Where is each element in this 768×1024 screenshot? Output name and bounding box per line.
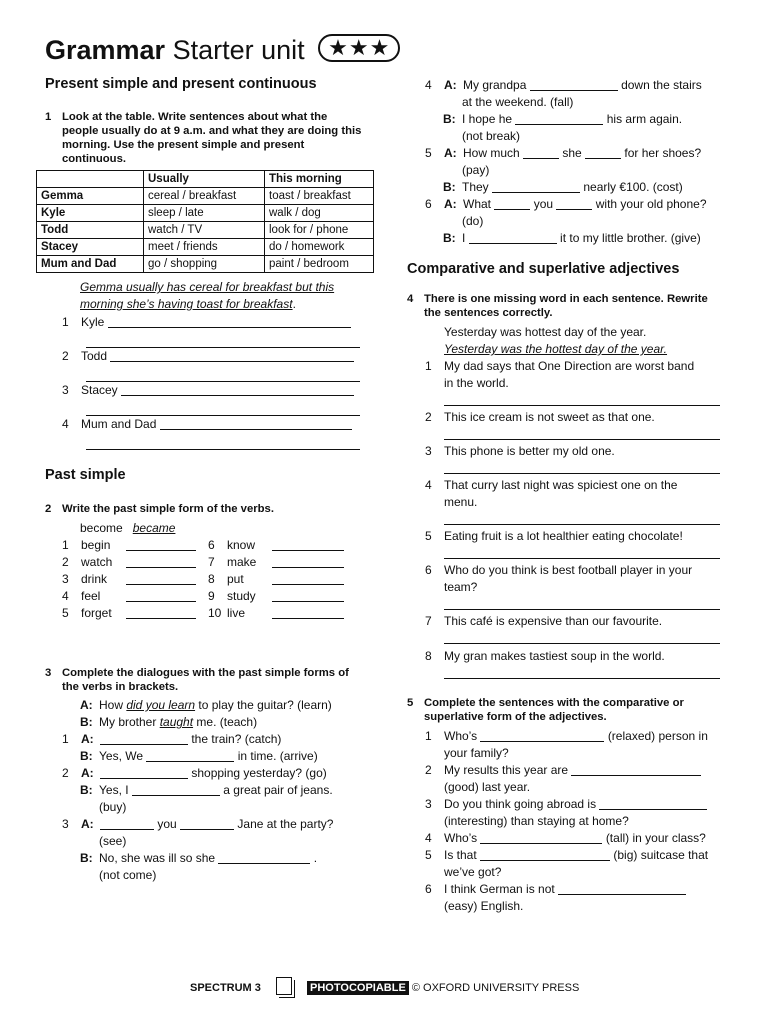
answer-blank[interactable] <box>86 437 360 450</box>
verb-item: 2 watch <box>62 554 196 571</box>
ex3-example-a: A: How did you learn to play the guitar? (learn) <box>80 698 332 712</box>
dialogue-3-b: B: No, she was ill so she . <box>80 851 318 865</box>
answer-blank[interactable] <box>86 403 360 416</box>
answer-blank[interactable] <box>571 763 701 776</box>
answer-blank[interactable] <box>86 369 360 382</box>
answer-blank[interactable] <box>180 817 234 830</box>
footer-press: © OXFORD UNIVERSITY PRESS <box>411 982 580 994</box>
ex1-item: 4 Mum and Dad <box>62 416 352 433</box>
answer-blank[interactable] <box>110 349 354 362</box>
verb-item: 4 feel <box>62 588 196 605</box>
table-row: Stacey meet / friends do / homework <box>37 239 374 256</box>
table-row: Kyle sleep / late walk / dog <box>37 205 374 222</box>
section-heading-past-simple: Past simple <box>45 467 126 483</box>
answer-blank[interactable] <box>523 146 559 159</box>
answer-blank[interactable] <box>585 146 621 159</box>
section-heading-present: Present simple and present continuous <box>45 76 317 92</box>
answer-blank[interactable] <box>126 589 196 602</box>
verb-item: 3 drink <box>62 571 196 588</box>
ex1-item: 2 Todd <box>62 348 354 365</box>
answer-blank[interactable] <box>126 606 196 619</box>
answer-blank[interactable] <box>218 851 310 864</box>
exercise-5-instruction: 5 Complete the sentences with the comparative or superlative form of the adjectives. <box>407 697 684 723</box>
answer-blank[interactable] <box>558 882 686 895</box>
ex5-item: 2 My results this year are <box>425 762 701 779</box>
ex4-example: Yesterday was hottest day of the year. <box>444 325 647 339</box>
activity-table <box>36 170 374 273</box>
ex1-example-line1: Gemma usually has cereal for breakfast but this <box>80 280 335 294</box>
page-title <box>45 34 400 66</box>
verb-item: 6 know <box>208 537 344 554</box>
dialogue-5-b: B: They nearly €100. (cost) <box>443 180 683 194</box>
photocopiable-badge: PHOTOCOPIABLE <box>307 981 409 995</box>
verb-item: 1 begin <box>62 537 196 554</box>
ex4-item: 2 This ice cream is not sweet as that one. <box>425 410 655 424</box>
answer-blank[interactable] <box>469 231 557 244</box>
ex1-example-line2: morning she’s having toast for breakfast. <box>80 297 296 311</box>
table-row: Mum and Dad go / shopping paint / bedroom <box>37 256 374 273</box>
answer-blank[interactable] <box>272 572 344 585</box>
verb-item: 8 put <box>208 571 344 588</box>
answer-blank[interactable] <box>444 427 720 440</box>
answer-blank[interactable] <box>126 538 196 551</box>
section-heading-comparatives: Comparative and superlative adjectives <box>407 261 680 277</box>
answer-blank[interactable] <box>599 797 707 810</box>
ex2-example: become became <box>80 521 176 535</box>
answer-blank[interactable] <box>86 335 360 348</box>
ex5-item: 3 Do you think going abroad is <box>425 796 707 813</box>
answer-blank[interactable] <box>160 417 352 430</box>
answer-blank[interactable] <box>126 572 196 585</box>
title-rest: Starter unit <box>165 35 305 65</box>
answer-blank[interactable] <box>480 831 602 844</box>
answer-blank[interactable] <box>444 666 720 679</box>
answer-blank[interactable] <box>444 393 720 406</box>
ex4-item: 4 That curry last night was spiciest one on the <box>425 478 678 492</box>
exercise-4-instruction: 4 There is one missing word in each sentence. Rewrite the sentences correctly. <box>407 293 708 319</box>
ex4-item: 6 Who do you think is best football player in your <box>425 563 693 577</box>
answer-blank[interactable] <box>132 783 220 796</box>
answer-blank[interactable] <box>272 589 344 602</box>
difficulty-stars-icon: ★★★ <box>318 34 400 62</box>
dialogue-2-b: B: Yes, I a great pair of jeans. <box>80 783 333 797</box>
ex4-item: 3 This phone is better my old one. <box>425 444 615 458</box>
answer-blank[interactable] <box>100 817 154 830</box>
answer-blank[interactable] <box>272 606 344 619</box>
ex1-item: 3 Stacey <box>62 382 354 399</box>
dialogue-6-b: B: I it to my little brother. (give) <box>443 231 701 245</box>
verb-item: 10 live <box>208 605 344 622</box>
dialogue-4-a: 4 A: My grandpa down the stairs <box>425 78 702 92</box>
answer-blank[interactable] <box>480 848 610 861</box>
dialogue-1-b: B: Yes, We in time. (arrive) <box>80 749 318 763</box>
answer-blank[interactable] <box>444 546 720 559</box>
ex1-item: 1 Kyle <box>62 314 351 331</box>
answer-blank[interactable] <box>108 315 351 328</box>
answer-blank[interactable] <box>494 197 530 210</box>
ex5-item: 1 Who’s (relaxed) person in <box>425 729 708 743</box>
ex5-item: 4 Who’s (tall) in your class? <box>425 831 706 845</box>
answer-blank[interactable] <box>444 597 720 610</box>
answer-blank[interactable] <box>480 729 604 742</box>
ex4-item: 5 Eating fruit is a lot healthier eating chocolate! <box>425 529 683 543</box>
answer-blank[interactable] <box>272 555 344 568</box>
answer-blank[interactable] <box>100 766 188 779</box>
ex4-item: 1 My dad says that One Direction are worst band <box>425 359 695 373</box>
dialogue-5-a: 5 A: How much she for her shoes? <box>425 146 702 160</box>
worksheet-page: Grammar Starter unit ★★★ Present simple and present continuous 1 Look at the table. Write sentences about what the people usually do at 9 a.m. and what they are doing this morning. Use the present simple and present continuous. Usually This morning Gemma cereal / breakfast toast / breakfast Kyle sleep / late walk / dog Todd watch / TV look for / phone Stacey meet / friends do / homework Mum and Dad go / shopping paint / bedroom Gemma usually has cereal for breakfast but this morning she’s having toast for breakfast. 1 Kyle 2 Todd 3 Stacey 4 Mum and Dad Past simple 2 Write the past simple form of the verbs. become became 1 begin 2 watch 3 drink 4 feel 5 forget 6 know 7 make 8 put 9 study 10 live 3 Complete the dialogues with the past simple forms of the verbs in brackets. A: How did you learn to play the guitar? (learn) B: My brother taught me. (teach) 1 A: the train? (catch) B: Yes, We in time. (arrive) 2 A: shopping yesterday? (go) B: Yes, I a great pair of jeans. (buy) 3 A: you Jane at the party? (see) B: No, she was ill so she . (not come) 4 A: My grandpa down the stairs at the weekend. (fall) B: I hope he his arm again. (not break) 5 A: How much she for her shoes? (pay) B: They nearly €100. (cost) 6 A: What you with your old phone? (do) B: I it to my little brother. (give) Comparative and superlative adjectives 4 There is one missing word in each sentence. Rewrite the sentences correctly. Yesterday was hottest day of the year. Yesterday was the hottest day of the year. 1 My dad says that One Direction are worst band in the world. 2 This ice cream is not sweet as that one. 3 This phone is better my old one. 4 That curry last night was spiciest one on the menu. 5 Eating fruit is a lot healthier eating chocolate! 6 Who do you think is best football player in your team? 7 This café is expensive than our favourite. 8 My gran makes tastiest soup in the world. 5 Complete the sentences with the comparative or superlative form of the adjectives. 1 Who’s (relaxed) person in your family? 2 My results this year are (good) last year. 3 Do you think going abroad is (interesting) than staying at home? 4 Who’s (tall) in your class? 5 Is that (big) suitcase that we’ve got? 6 I think German is not (easy) English. SPECTRUM 3 PHOTOCOPIABLE © OXFORD UNIVERSITY PRESS <box>0 0 768 1024</box>
ex4-item: 8 My gran makes tastiest soup in the world. <box>425 649 665 663</box>
table-row: Todd watch / TV look for / phone <box>37 222 374 239</box>
answer-blank[interactable] <box>515 112 603 125</box>
ex4-example-answer: Yesterday was the hottest day of the year. <box>444 342 668 356</box>
answer-blank[interactable] <box>121 383 354 396</box>
exercise-2-instruction: 2 Write the past simple form of the verbs. <box>45 503 274 515</box>
answer-blank[interactable] <box>146 749 234 762</box>
dialogue-3-a: 3 A: you Jane at the party? <box>62 817 334 831</box>
dialogue-6-a: 6 A: What you with your old phone? <box>425 197 707 211</box>
answer-blank[interactable] <box>126 555 196 568</box>
footer-spectrum: SPECTRUM 3 <box>190 982 261 994</box>
exercise-1-instruction: 1 Look at the table. Write sentences about what the people usually do at 9 a.m. and what they are doing this morning. Use the present simple and present continuous. <box>45 111 362 165</box>
verb-item: 9 study <box>208 588 344 605</box>
answer-blank[interactable] <box>492 180 580 193</box>
dialogue-4-b: B: I hope he his arm again. <box>443 112 683 126</box>
answer-blank[interactable] <box>556 197 592 210</box>
verb-item: 7 make <box>208 554 344 571</box>
table-header-row: Usually This morning <box>37 171 374 188</box>
answer-blank[interactable] <box>444 461 720 474</box>
answer-blank[interactable] <box>444 512 720 525</box>
answer-blank[interactable] <box>530 78 618 91</box>
answer-blank[interactable] <box>444 631 720 644</box>
exercise-3-instruction: 3 Complete the dialogues with the past simple forms of the verbs in brackets. <box>45 667 349 693</box>
ex3-example-b: B: My brother taught me. (teach) <box>80 715 258 729</box>
dialogue-1-a: 1 A: the train? (catch) <box>62 732 282 746</box>
table-row: Gemma cereal / breakfast toast / breakfast <box>37 188 374 205</box>
dialogue-2-a: 2 A: shopping yesterday? (go) <box>62 766 327 780</box>
verb-item: 5 forget <box>62 605 196 622</box>
answer-blank[interactable] <box>100 732 188 745</box>
ex5-item: 6 I think German is not <box>425 881 686 898</box>
book-icon <box>276 977 292 995</box>
ex4-item: 7 This café is expensive than our favourite. <box>425 614 663 628</box>
answer-blank[interactable] <box>272 538 344 551</box>
page-footer <box>190 977 579 995</box>
ex5-item: 5 Is that (big) suitcase that <box>425 848 709 862</box>
title-bold: Grammar <box>45 35 166 65</box>
